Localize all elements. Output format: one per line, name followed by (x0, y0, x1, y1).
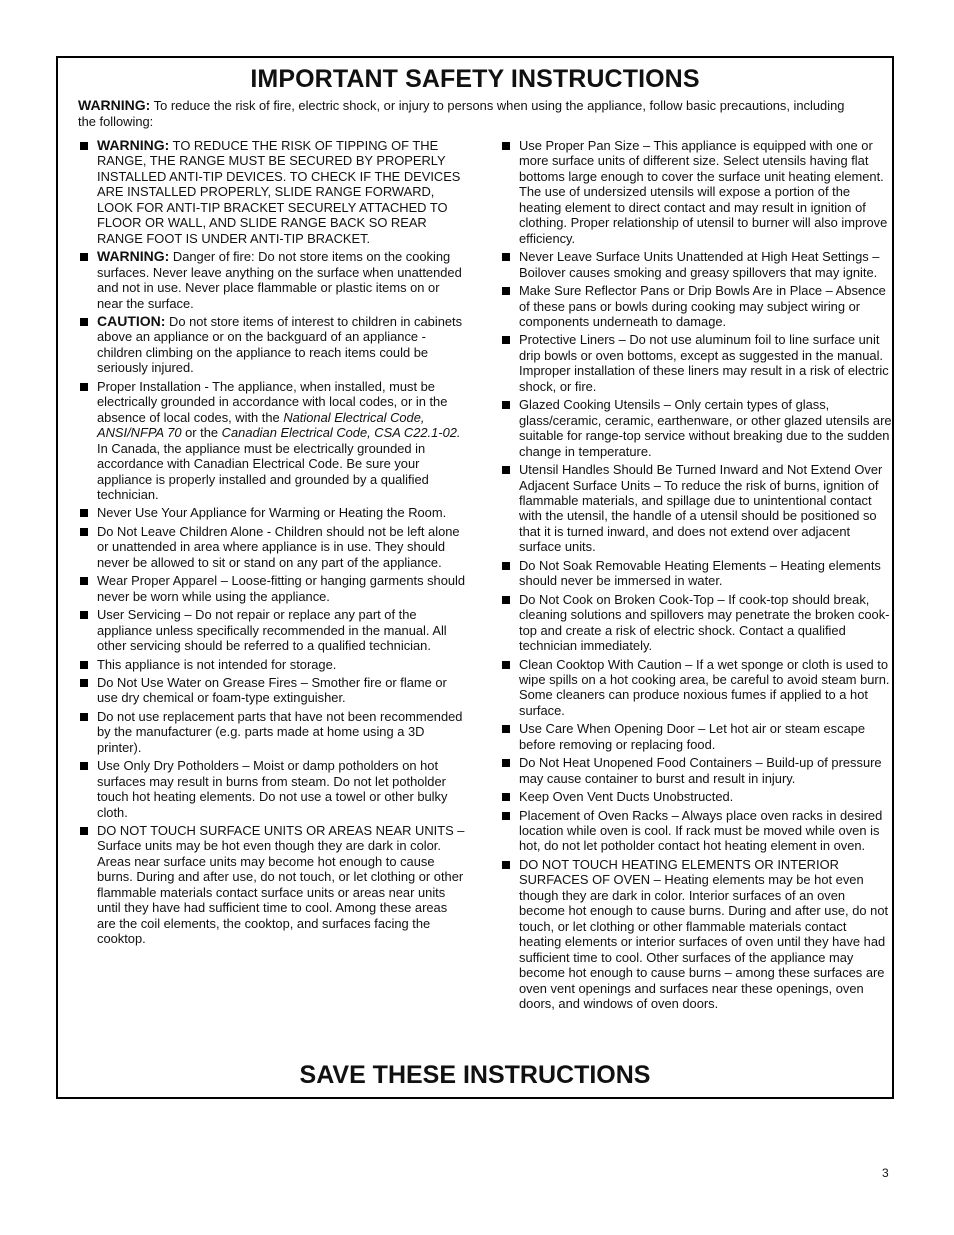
item-text: Use Care When Opening Door – Let hot air or steam escape before removing or replacing food. (519, 721, 866, 752)
square-bullet-icon (80, 611, 88, 619)
square-bullet-icon (80, 383, 88, 391)
square-bullet-icon (502, 401, 510, 409)
square-bullet-icon (502, 336, 510, 344)
list-item (500, 283, 892, 329)
left-column (78, 138, 466, 950)
item-text: Do not use replacement parts that have not been recommended by the manufacturer (e.g. parts made at home using a 3D printer). (97, 708, 463, 755)
item-text: Glazed Cooking Utensils – Only certain types of glass, glass/ceramic, ceramic, earthenware, or other glazed utensils are suitable for range-top service without breaking due to the sudden change in temperature. (519, 397, 892, 459)
square-bullet-icon (502, 812, 510, 820)
item-text: Placement of Oven Racks – Always place oven racks in desired location while oven is cool. If rack must be moved while oven is hot, do not let potholder contact hot heating element in oven. (519, 807, 883, 854)
item-text: Keep Oven Vent Ducts Unobstructed. (519, 789, 734, 805)
list-item (500, 462, 892, 555)
intro-warning (78, 97, 862, 130)
square-bullet-icon (80, 827, 88, 835)
item-text: TO REDUCE THE RISK OF TIPPING OF THE RANGE, THE RANGE MUST BE SECURED BY PROPERLY INSTALLED ANTI-TIP DEVICES. TO CHECK IF THE DEVICES ARE INSTALLED PROPERLY, SLIDE RANGE FORWARD, LOOK FOR ANTI-TIP BRACKET SECURELY ATTACHED TO FLOOR OR WALL, AND SLIDE RANGE BACK SO REAR RANGE FOOT IS UNDER ANTI-TIP BRACKET. (97, 138, 461, 246)
item-text: DO NOT TOUCH SURFACE UNITS OR AREAS NEAR UNITS – Surface units may be hot even though they are dark in color. Areas near surface units may become hot enough to cause burns. During and after use, do not touch, or let clothing or other flammable materials contact surface units or areas near units until they have had sufficient time to cool. Among these areas are the coil elements, the cooktop, and surfaces facing the cooktop. (97, 823, 465, 947)
intro-warning-label: WARNING: (78, 97, 151, 113)
list-item (500, 755, 892, 786)
list-item (500, 808, 892, 854)
square-bullet-icon (80, 661, 88, 669)
list-item (78, 249, 466, 311)
square-bullet-icon (502, 287, 510, 295)
list-item (500, 332, 892, 394)
item-text: Danger of fire: Do not store items on the cooking surfaces. Never leave anything on the surface when unattended and not in use. Never place flammable or plastic items on or near the surface. (97, 249, 462, 311)
list-item (500, 592, 892, 654)
safety-instructions-box (56, 56, 894, 1099)
item-label: CAUTION: (97, 312, 166, 329)
list-item (78, 524, 466, 570)
item-text: Never Leave Surface Units Unattended at High Heat Settings – Boilover causes smoking and greasy spillovers that may ignite. (519, 249, 880, 280)
item-text: Protective Liners – Do not use aluminum foil to line surface unit drip bowls or oven bottoms, except as suggested in the manual. Improper installation of these liners may result in a risk of electric shock, or fire. (519, 332, 889, 394)
list-item (78, 675, 466, 706)
list-item (78, 709, 466, 755)
item-text: In Canada, the appliance must be electrically grounded in accordance with Canadian Electrical Code. Be sure your appliance is properly installed and grounded by a qualified technician. (97, 440, 429, 502)
list-item (78, 379, 466, 503)
list-item (78, 505, 466, 520)
item-text: Utensil Handles Should Be Turned Inward and Not Extend Over Adjacent Surface Units – To reduce the risk of burns, ignition of flammable materials, and spillage due to unintentional contact with the utensil, the handle of a utensil should be positioned so that it is turned inward, and does not extend over adjacent surface units. (519, 462, 883, 555)
square-bullet-icon (80, 762, 88, 770)
square-bullet-icon (80, 528, 88, 536)
list-item (500, 857, 892, 1012)
item-text: DO NOT TOUCH HEATING ELEMENTS OR INTERIOR SURFACES OF OVEN – Heating elements may be hot even though they are dark in color. Interior surfaces of an oven become hot enough to cause burns. During and after use, do not touch, or let clothing or other flammable materials contact heating elements or interior surfaces of oven until they have had sufficient time to cool. Other surfaces of the appliance may become hot enough to cause burns – among these surfaces are oven vent openings and surfaces near these openings, oven doors, and windows of oven doors. (519, 856, 889, 1012)
square-bullet-icon (80, 577, 88, 585)
item-text: Do Not Leave Children Alone - Children should not be left alone or unattended in area where appliance is in use. They should never be allowed to sit or stand on any part of the appliance. (97, 523, 460, 570)
square-bullet-icon (502, 466, 510, 474)
page-number: 3 (882, 1166, 889, 1180)
square-bullet-icon (502, 793, 510, 801)
item-text: Do Not Use Water on Grease Fires – Smother fire or flame or use dry chemical or foam-type extinguisher. (97, 674, 447, 706)
square-bullet-icon (502, 759, 510, 767)
item-text: Wear Proper Apparel – Loose-fitting or hanging garments should never be worn while using the appliance. (97, 573, 466, 604)
list-item (78, 573, 466, 604)
list-item (500, 138, 892, 246)
square-bullet-icon (502, 725, 510, 733)
item-text: Use Proper Pan Size – This appliance is equipped with one or more surface units of different size. Select utensils having flat bottoms large enough to cover the surface unit heating element. The use of undersized utensils will expose a portion of the heating element to direct contact and may result in ignition of clothing. Proper relationship of utensil to burner will also improve efficiency. (519, 138, 888, 246)
square-bullet-icon (502, 253, 510, 261)
list-item (500, 657, 892, 719)
square-bullet-icon (80, 509, 88, 517)
square-bullet-icon (80, 142, 88, 150)
list-item (500, 249, 892, 280)
item-label: WARNING: (97, 137, 170, 153)
square-bullet-icon (502, 142, 510, 150)
square-bullet-icon (80, 679, 88, 687)
square-bullet-icon (80, 318, 88, 326)
right-column (500, 138, 892, 1014)
item-italic-reference: Canadian Electrical Code, CSA C22.1-02. (221, 425, 461, 441)
item-text: Never Use Your Appliance for Warming or Heating the Room. (97, 505, 447, 521)
item-text: User Servicing – Do not repair or replace any part of the appliance unless specifically recommended in the manual. All other servicing should be referred to a qualified technician. (97, 607, 447, 654)
page-title: IMPORTANT SAFETY INSTRUCTIONS (250, 65, 700, 93)
item-text: Proper Installation - The appliance, when installed, must be electrically grounded in accordance with local codes, or in the absence of local codes, with the (97, 378, 448, 425)
list-item (500, 721, 892, 752)
list-item (78, 657, 466, 672)
list-item (78, 314, 466, 376)
list-item (78, 758, 466, 820)
list-item (78, 823, 466, 947)
square-bullet-icon (80, 713, 88, 721)
list-item (500, 558, 892, 589)
list-item (500, 397, 892, 459)
list-item (78, 607, 466, 653)
intro-warning-text: To reduce the risk of fire, electric shock, or injury to persons when using the appliance, follow basic precautions, including the following: (78, 98, 845, 129)
item-label: WARNING: (97, 248, 170, 265)
square-bullet-icon (502, 562, 510, 570)
item-text: This appliance is not intended for storage. (97, 656, 337, 672)
item-italic-reference: National Electrical Code, ANSI/NFPA 70 (97, 409, 425, 441)
square-bullet-icon (502, 596, 510, 604)
item-text: Make Sure Reflector Pans or Drip Bowls Are in Place – Absence of these pans or bowls during cooking may subject wiring or components underneath to damage. (519, 283, 886, 329)
item-text: Do Not Soak Removable Heating Elements – Heating elements should never be immersed in water. (519, 557, 881, 589)
item-text: or the (181, 425, 222, 441)
item-text: Do Not Cook on Broken Cook-Top – If cook-top should break, cleaning solutions and spillovers may penetrate the broken cook-top and create a risk of electric shock. Contact a qualified technician immediately. (519, 591, 890, 654)
square-bullet-icon (502, 661, 510, 669)
list-item (78, 138, 466, 246)
item-text: Clean Cooktop With Caution – If a wet sponge or cloth is used to wipe spills on a hot cooking area, be careful to avoid steam burn. Some cleaners can produce noxious fumes if applied to a hot surface. (519, 656, 890, 718)
item-text: Do not store items of interest to children in cabinets above an appliance or on the backguard of an appliance - children climbing on the appliance to reach items could be seriously injured. (97, 313, 463, 376)
item-text: Do Not Heat Unopened Food Containers – Build-up of pressure may cause container to burst and result in injury. (519, 755, 882, 786)
save-instructions-heading: SAVE THESE INSTRUCTIONS (299, 1061, 651, 1089)
item-text: Use Only Dry Potholders – Moist or damp potholders on hot surfaces may result in burns from steam. Do not let potholder touch hot heating elements. Do not use a towel or other bulky cloth. (97, 758, 448, 820)
square-bullet-icon (502, 861, 510, 869)
square-bullet-icon (80, 253, 88, 261)
list-item (500, 789, 892, 804)
